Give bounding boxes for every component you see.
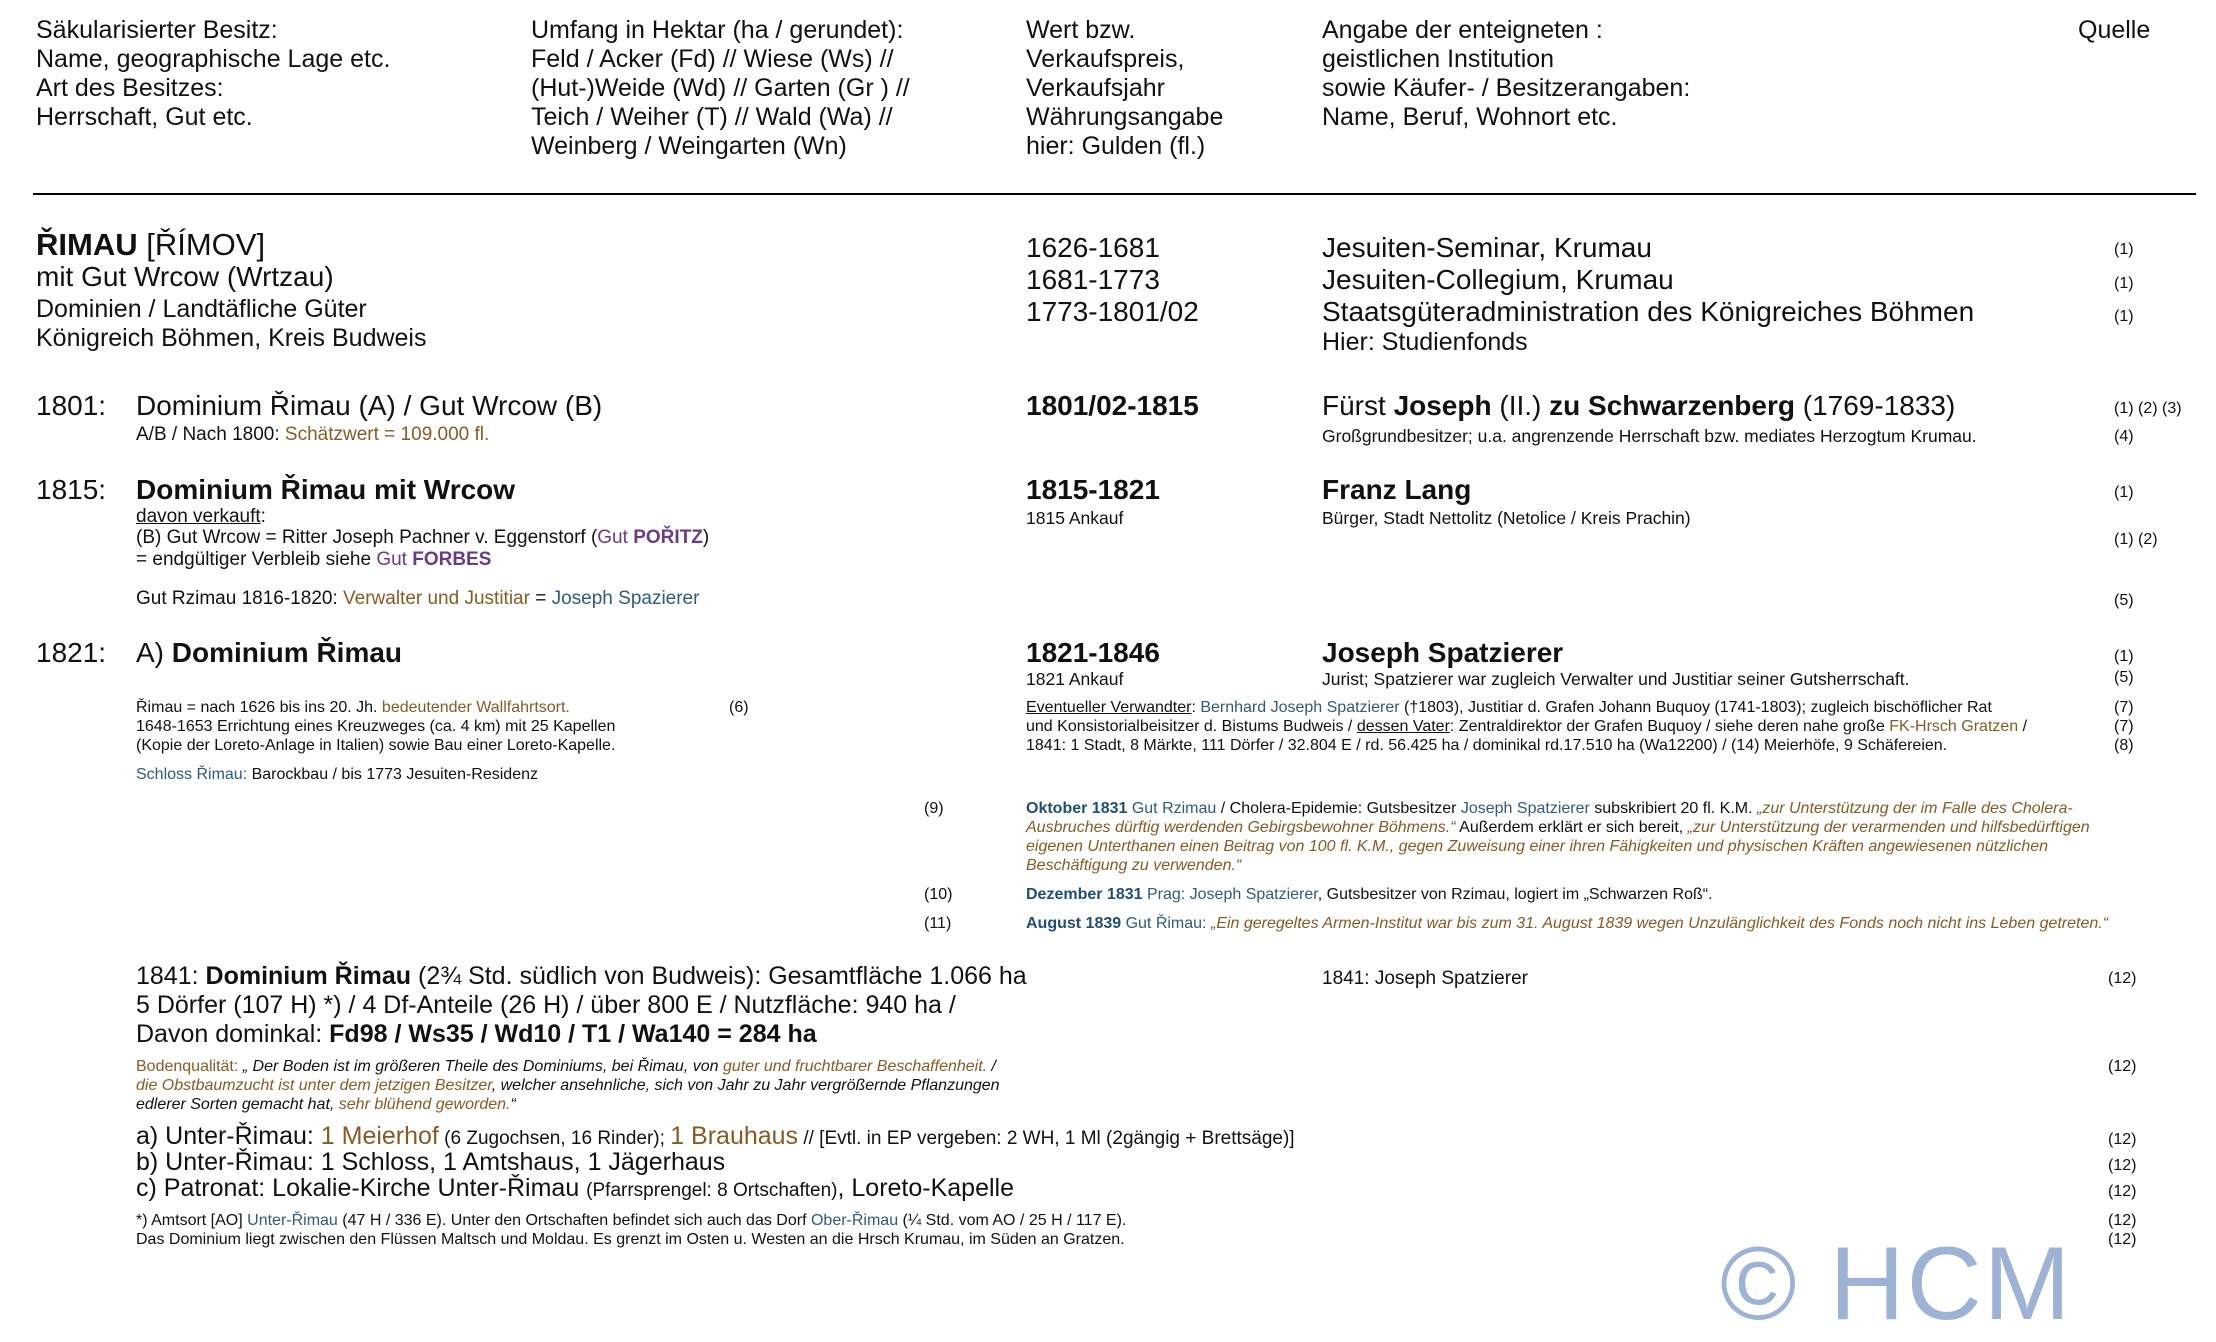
source-ref: (12)	[2108, 1157, 2137, 1174]
title-block	[36, 228, 426, 353]
title-region: Königreich Böhmen, Kreis Budweis	[36, 324, 427, 352]
admin-text: =	[529, 588, 552, 609]
header-text: Wert bzw.	[1026, 16, 1136, 44]
header-col-institution	[1322, 16, 1690, 132]
event-date: Oktober 1831	[1026, 800, 1128, 817]
stats-line: 5 Dörfer (107 H) *) / 4 Df-Anteile (26 H) / über 800 E / Nutzfläche: 940 ha /	[136, 991, 956, 1019]
owner: Hier: Studienfonds	[1322, 328, 1528, 356]
section-name: Dominium Řimau mit Wrcow	[136, 474, 516, 505]
event-quote: „zur Unterstützung der im Falle des Cholera-	[1757, 800, 2073, 817]
title-type: Dominien / Landtäfliche Güter	[36, 295, 367, 323]
event-date: August 1839	[1026, 915, 1122, 932]
owner-text: Joseph	[1393, 390, 1492, 421]
header-col-wert	[1026, 16, 1223, 161]
event-text: subskribiert 20 fl. K.M.	[1589, 800, 1757, 817]
source-ref: (12)	[2108, 1212, 2137, 1229]
event-dec-1831	[1026, 886, 1713, 904]
stats-text: Davon dominkal:	[136, 1020, 330, 1048]
event-quote: eigenen Unterthanen einen Beitrag von 100 fl. K.M., gegen Zuweisung einer ihren Fähigkeiten und physischen Kräften angewiesenen nützlichen	[1026, 838, 2049, 855]
source-ref: (10)	[924, 886, 953, 903]
pilgrimage-note	[136, 699, 570, 717]
soil-quote: guter und fruchtbarer Beschaffenheit.	[722, 1058, 988, 1075]
header-text: (Hut-)Weide (Wd) // Garten (Gr ) //	[531, 74, 910, 102]
note-text: :	[1191, 699, 1201, 716]
header-text: Währungsangabe	[1026, 103, 1224, 131]
title-subtitle: mit Gut Wrcow (Wrtzau)	[36, 261, 334, 292]
section-prefix: A)	[136, 637, 172, 668]
link-text: FORBES	[412, 549, 492, 570]
event-date: Dezember 1831	[1026, 886, 1143, 903]
header-text: Verkaufsjahr	[1026, 74, 1165, 102]
title-owners	[1322, 232, 1974, 357]
owner: Jesuiten-Collegium, Krumau	[1322, 264, 1674, 295]
event-place: Prag: Joseph Spatzierer	[1142, 886, 1318, 903]
period: 1773-1801/02	[1026, 296, 1199, 327]
note-text: 1648-1653 Errichtung eines Kreuzweges (ca. 4 km) mit 25 Kapellen	[136, 718, 616, 735]
period: 1821-1846	[1026, 637, 1160, 668]
header-col-umfang	[531, 16, 910, 161]
administrator	[136, 588, 699, 610]
item-c	[136, 1174, 1014, 1205]
section-title: Dominium Řimau	[171, 637, 403, 668]
owner	[1322, 390, 1955, 422]
sold-text: (B) Gut Wrcow = Ritter Joseph Pachner v. Eggenstorf (	[136, 527, 598, 548]
header-text: Weinberg / Weingarten (Wn)	[531, 132, 847, 160]
event-text: / Cholera-Epidemie: Gutsbesitzer	[1216, 800, 1461, 817]
source-ref: (1)	[2114, 275, 2134, 292]
year-label: 1821:	[36, 637, 107, 668]
header-text: Name, geographische Lage etc.	[36, 45, 391, 73]
footnote-2: Das Dominium liegt zwischen den Flüssen Maltsch und Moldau. Es grenzt im Osten u. Westen an die Hrsch Krumau, im Süden an Gratzen.	[136, 1231, 1125, 1248]
owner-text: (II.)	[1491, 390, 1550, 421]
source-ref: (12)	[2108, 1183, 2137, 1200]
owner-note: Jurist; Spatzierer war zugleich Verwalter und Justitiar seiner Gutsherrschaft.	[1322, 669, 1910, 689]
sold-text: :	[260, 506, 266, 527]
period: 1801/02-1815	[1026, 390, 1199, 421]
note-text: und Konsistorialbeisitzer d. Bistums Budweis /	[1026, 718, 1357, 735]
stats-dominium: Dominium Řimau	[205, 962, 412, 990]
soil-quote: , welcher ansehnliche, sich von Jahr zu Jahr vergrößernde Pflanzungen	[491, 1077, 1000, 1094]
item-text: a) Unter-Řimau:	[136, 1122, 321, 1150]
note-text: (Kopie der Loreto-Anlage in Italien) sowie Bau einer Loreto-Kapelle.	[136, 737, 616, 754]
owner: Jesuiten-Seminar, Krumau	[1322, 232, 1652, 263]
soil-quote: /	[987, 1058, 996, 1075]
soil-quote: edlerer Sorten gemacht hat,	[136, 1096, 339, 1113]
soil-quality-2	[136, 1077, 1000, 1095]
period-note: 1815 Ankauf	[1026, 508, 1124, 528]
page-title	[36, 228, 426, 262]
title-periods	[1026, 232, 1199, 328]
stats-text: (2¾ Std. südlich von Budweis): Gesamtfläche 1.066 ha	[411, 962, 1027, 990]
item-text: // [Evtl. in EP vergeben: 2 WH, 1 Ml (2gängig + Brettsäge)]	[798, 1128, 1295, 1149]
schloss-note	[136, 766, 538, 784]
soil-quality-3	[136, 1096, 516, 1114]
note-text: 1841: 1 Stadt, 8 Märkte, 111 Dörfer / 32.804 E / rd. 56.425 ha / dominikal rd.17.510 ha (Wa12200) / (14) Meierhöfe, 9 Schäfereien.	[1026, 737, 1948, 754]
year-label: 1815:	[36, 474, 107, 505]
source-ref: (4)	[2114, 428, 2134, 445]
stats-line	[136, 962, 1027, 991]
source-ref: (12)	[2108, 970, 2137, 987]
event-place: Gut Řimau:	[1121, 915, 1211, 932]
event-quote: Beschäftigung zu verwenden.“	[1026, 857, 1242, 874]
note-highlight: bedeutender Wallfahrtsort.	[381, 699, 570, 716]
owner: 1841: Joseph Spatzierer	[1322, 968, 1528, 989]
event-text: Außerdem erklärt er sich bereit,	[1455, 819, 1688, 836]
soil-quote: „ Der Boden ist im größeren Theile des Dominiums, bei Řimau, von	[242, 1058, 723, 1075]
header-divider	[33, 193, 2196, 195]
final-owner	[136, 549, 491, 571]
note-text: /	[2018, 718, 2028, 735]
link-text: Gut	[376, 549, 413, 570]
owner-text: Fürst	[1322, 390, 1394, 421]
source-ref: (7)	[2114, 718, 2134, 735]
item-text: (6 Zugochsen, 16 Rinder);	[438, 1128, 671, 1149]
relative-label: Eventueller Verwandter	[1026, 699, 1192, 716]
event-quote: Ausbruches dürftig werdenden Gebirgsbewohner Böhmens.“	[1026, 819, 1456, 836]
sold-label	[136, 506, 266, 528]
note-text: Řimau = nach 1626 bis ins 20. Jh.	[136, 699, 382, 716]
note-text: Barockbau / bis 1773 Jesuiten-Residenz	[247, 766, 538, 783]
admin-text: Gut Rzimau 1816-1820:	[136, 588, 344, 609]
source-ref: (5)	[2114, 592, 2134, 609]
event-quote: „zur Unterstützung der verarmenden und hilfsbedürftigen	[1687, 819, 2090, 836]
header-text: geistlichen Institution	[1322, 45, 1555, 73]
header-text: Feld / Acker (Fd) // Wiese (Ws) //	[531, 45, 894, 73]
soil-quote: “	[510, 1096, 516, 1113]
source-ref: (1)	[2114, 484, 2134, 501]
stats-area: Fd98 / Ws35 / Wd10 / T1 / Wa140 = 284 ha	[329, 1020, 817, 1048]
footnote-text: (¼ Std. vom AO / 25 H / 117 E).	[898, 1212, 1127, 1229]
owner-note: Bürger, Stadt Nettolitz (Netolice / Kreis Prachin)	[1322, 508, 1691, 528]
soil-quality	[136, 1058, 996, 1076]
owner-text: (1769-1833)	[1794, 390, 1956, 421]
year-label: 1801:	[36, 390, 107, 421]
event-person: Joseph Spatzierer	[1460, 800, 1590, 817]
soil-quote: sehr blühend geworden.	[338, 1096, 511, 1113]
admin-role: Verwalter und Justitiar	[343, 588, 530, 609]
admin-name: Joseph Spazierer	[551, 588, 700, 609]
item-highlight: 1 Meierhof	[320, 1122, 439, 1150]
owner: Franz Lang	[1322, 474, 1472, 505]
source-ref: (8)	[2114, 737, 2134, 754]
soil-label: Bodenqualität:	[136, 1058, 243, 1075]
source-ref: (12)	[2108, 1058, 2137, 1075]
section-name	[136, 637, 402, 669]
event-text: , Gutsbesitzer von Rzimau, logiert im „Schwarzen Roß“.	[1317, 886, 1713, 903]
owner: Joseph Spatzierer	[1322, 637, 1564, 668]
source-ref: (7)	[2114, 699, 2134, 716]
event-oct-1831	[1026, 800, 2073, 818]
source-ref: (1) (2)	[2114, 531, 2158, 548]
period: 1626-1681	[1026, 232, 1160, 263]
sold-text: )	[702, 527, 710, 548]
owner-note: Großgrundbesitzer; u.a. angrenzende Herrschaft bzw. mediates Herzogtum Krumau.	[1322, 426, 1977, 446]
source-ref: (1)	[2114, 308, 2134, 325]
footnote-link: Unter-Řimau	[247, 1212, 338, 1229]
sold-text: davon verkauft	[136, 506, 261, 527]
header-text: Name, Beruf, Wohnort etc.	[1322, 103, 1618, 131]
header-text: Teich / Weiher (T) // Wald (Wa) //	[531, 103, 893, 131]
header-text: Säkularisierter Besitz:	[36, 16, 278, 44]
event-quote: „Ein geregeltes Armen-Institut war bis zum 31. August 1839 wegen Unzulänglichkeit des Fonds noch nicht ins Leben getreten.“	[1210, 915, 2109, 932]
sold-item	[136, 527, 709, 549]
owner: Staatsgüteradministration des Königreiches Böhmen	[1322, 296, 1975, 327]
period: 1681-1773	[1026, 264, 1160, 295]
note-text: A/B / Nach 1800:	[136, 424, 285, 445]
item-text: c) Patronat: Lokalie-Kirche Unter-Řimau	[136, 1174, 587, 1202]
header-col-quelle: Quelle	[2078, 16, 2151, 44]
event-aug-1839	[1026, 915, 2108, 933]
owner-text: zu Schwarzenberg	[1549, 390, 1795, 421]
stats-text: 1841:	[136, 962, 206, 990]
relative-note	[1026, 699, 1992, 717]
soil-quote: die Obstbaumzucht ist unter dem jetzigen Besitzer	[136, 1077, 492, 1094]
footnote-1	[136, 1212, 1126, 1230]
link-text: Gut	[597, 527, 634, 548]
header-text: Angabe der enteigneten :	[1322, 16, 1603, 44]
stats-1841	[136, 962, 1027, 1049]
note-text: : Zentraldirektor der Grafen Buquoy / siehe deren nahe große	[1449, 718, 1890, 735]
note-text: dessen Vater	[1356, 718, 1450, 735]
section-note	[136, 424, 489, 446]
final-text: = endgültiger Verbleib siehe	[136, 549, 377, 570]
header-text: Umfang in Hektar (ha / gerundet):	[531, 16, 904, 44]
header-text: hier: Gulden (fl.)	[1026, 132, 1206, 160]
header-col-besitz	[36, 16, 390, 132]
header-text: sowie Käufer- / Besitzerangaben:	[1322, 74, 1691, 102]
source-ref: (11)	[924, 915, 952, 932]
item-text: (Pfarrsprengel: 8 Ortschaften)	[586, 1180, 838, 1201]
header-text: Art des Besitzes:	[36, 74, 224, 102]
title-alt-name: [ŘÍMOV]	[137, 227, 266, 262]
source-ref: (6)	[729, 699, 749, 716]
event-oct-1831-2	[1026, 819, 2090, 837]
section-name: Dominium Řimau (A) / Gut Wrcow (B)	[136, 390, 603, 421]
estimate-value: Schätzwert = 109.000 fl.	[284, 424, 490, 445]
source-ref: (1)	[2114, 241, 2134, 258]
source-ref: (1) (2) (3)	[2114, 400, 2182, 417]
copyright-watermark: © HCM	[1720, 1226, 2073, 1342]
schloss-link: Schloss Řimau:	[136, 766, 248, 783]
gratzen-link: FK-Hrsch Gratzen	[1889, 718, 2019, 735]
relative-name: Bernhard Joseph Spatzierer	[1200, 699, 1400, 716]
note-text: (†1803), Justitiar d. Grafen Johann Buquoy (1741-1803); zugleich bischöflicher Rat	[1399, 699, 1992, 716]
header-text: Herrschaft, Gut etc.	[36, 103, 253, 131]
link-text: POŘITZ	[633, 527, 703, 548]
source-ref: (5)	[2114, 669, 2134, 686]
footnote-text: (47 H / 336 E). Unter den Ortschaften befindet sich auch das Dorf	[337, 1212, 811, 1229]
source-ref: (12)	[2108, 1231, 2137, 1248]
period-note: 1821 Ankauf	[1026, 669, 1124, 689]
item-text: , Loreto-Kapelle	[837, 1174, 1015, 1202]
item-b: b) Unter-Řimau: 1 Schloss, 1 Amtshaus, 1 Jägerhaus	[136, 1148, 726, 1176]
header-text: Verkaufspreis,	[1026, 45, 1185, 73]
source-ref: (9)	[924, 800, 944, 817]
period: 1815-1821	[1026, 474, 1160, 505]
event-place: Gut Rzimau	[1127, 800, 1217, 817]
relative-note-2	[1026, 718, 2027, 736]
item-highlight: 1 Brauhaus	[670, 1122, 799, 1150]
title-name: ŘIMAU	[36, 227, 138, 262]
source-ref: (1)	[2114, 648, 2134, 665]
stats-line	[136, 1020, 1027, 1049]
footnote-link: Ober-Řimau	[810, 1212, 899, 1229]
footnote-text: *) Amtsort [AO]	[136, 1212, 248, 1229]
source-ref: (12)	[2108, 1131, 2137, 1148]
